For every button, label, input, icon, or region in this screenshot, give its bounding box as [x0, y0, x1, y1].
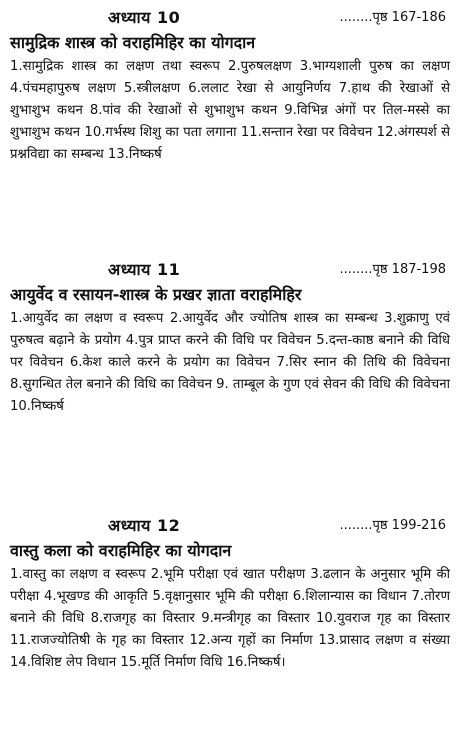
chapter-header: [0, 4, 460, 28]
chapter-contents: 1.सामुद्रिक शास्त्र का लक्षण तथा स्वरूप 2.पुरुषलक्षण 3.भाग्यशाली पुरुष का लक्षण 4.पंचमहापुरुष लक्षण 5.स्त्रीलक्षण 6.ललाट रेखा से आयुनिर्णय 7.हाथ की रेखाओं से शुभाशुभ कथन 8.पांव की रेखाओं से शुभाशुभ कथन 9.विभिन्न अंगों पर तिल-मस्से का शुभाशुभ कथन 10.गर्भस्थ शिशु का पता लगाना 11.सन्तान रेखा पर विवेचन 12.अंगस्पर्श से प्रश्नविद्या का सम्बन्ध 13.निष्कर्ष: [10, 59, 450, 162]
chapter-title: अध्याय 10: [108, 8, 181, 27]
chapter-header: [0, 512, 460, 536]
chapter-page-range: ........पृष्ठ 187-198: [339, 262, 446, 277]
chapter-page-range: ........पृष्ठ 199-216: [339, 518, 446, 533]
chapter-contents: 1.आयुर्वेद का लक्षण व स्वरूप 2.आयुर्वेद और ज्योतिष शास्त्र का सम्बन्ध 3.शुक्राणु एवं पुरुषत्व बढ़ाने के प्रयोग 4.पुत्र प्राप्त करने की विधि पर विवेचन 5.दन्त-काष्ठ बनाने की विधि पर विवेचन 6.केश काले करने के प्रयोग का विवेचन 7.सिर स्नान की तिथि की विवेचना 8.सुगन्धित तेल बनाने की विधि का विवेचन 9. ताम्बूल के गुण एवं सेवन की विधि की विवेचना 10.निष्कर्ष: [10, 311, 450, 414]
chapter-12: [0, 512, 460, 674]
chapter-11: [0, 256, 460, 418]
chapter-title: अध्याय 11: [108, 260, 181, 279]
chapter-heading: सामुद्रिक शास्त्र को वराहमिहिर का योगदान: [10, 33, 256, 52]
chapter-contents: 1.वास्तु का लक्षण व स्वरूप 2.भूमि परीक्षा एवं खात परीक्षण 3.ढलान के अनुसार भूमि की परीक्षा 4.भूखण्ड की आकृति 5.वृक्षानुसार भूमि की परीक्षा 6.शिलान्यास का विधान 7.तोरण बनाने की विधि 8.राजगृह का विस्तार 9.मन्त्रीगृह का विस्तार 10.युवराज गृह का विस्तार 11.राजज्योतिषी के गृह का विस्तार 12.अन्य गृहों का निर्माण 13.प्रासाद लक्षण व संख्या 14.विशिष्ट लेप विधान 15.मूर्ति निर्माण विधि 16.निष्कर्ष।: [10, 567, 450, 670]
chapter-page-range: ........पृष्ठ 167-186: [339, 10, 446, 25]
chapter-10: [0, 4, 460, 166]
chapter-title: अध्याय 12: [108, 516, 181, 535]
chapter-heading: वास्तु कला को वराहमिहिर का योगदान: [10, 541, 232, 560]
chapter-header: [0, 256, 460, 280]
chapter-heading: आयुर्वेद व रसायन-शास्त्र के प्रखर ज्ञाता वराहमिहिर: [10, 285, 302, 304]
